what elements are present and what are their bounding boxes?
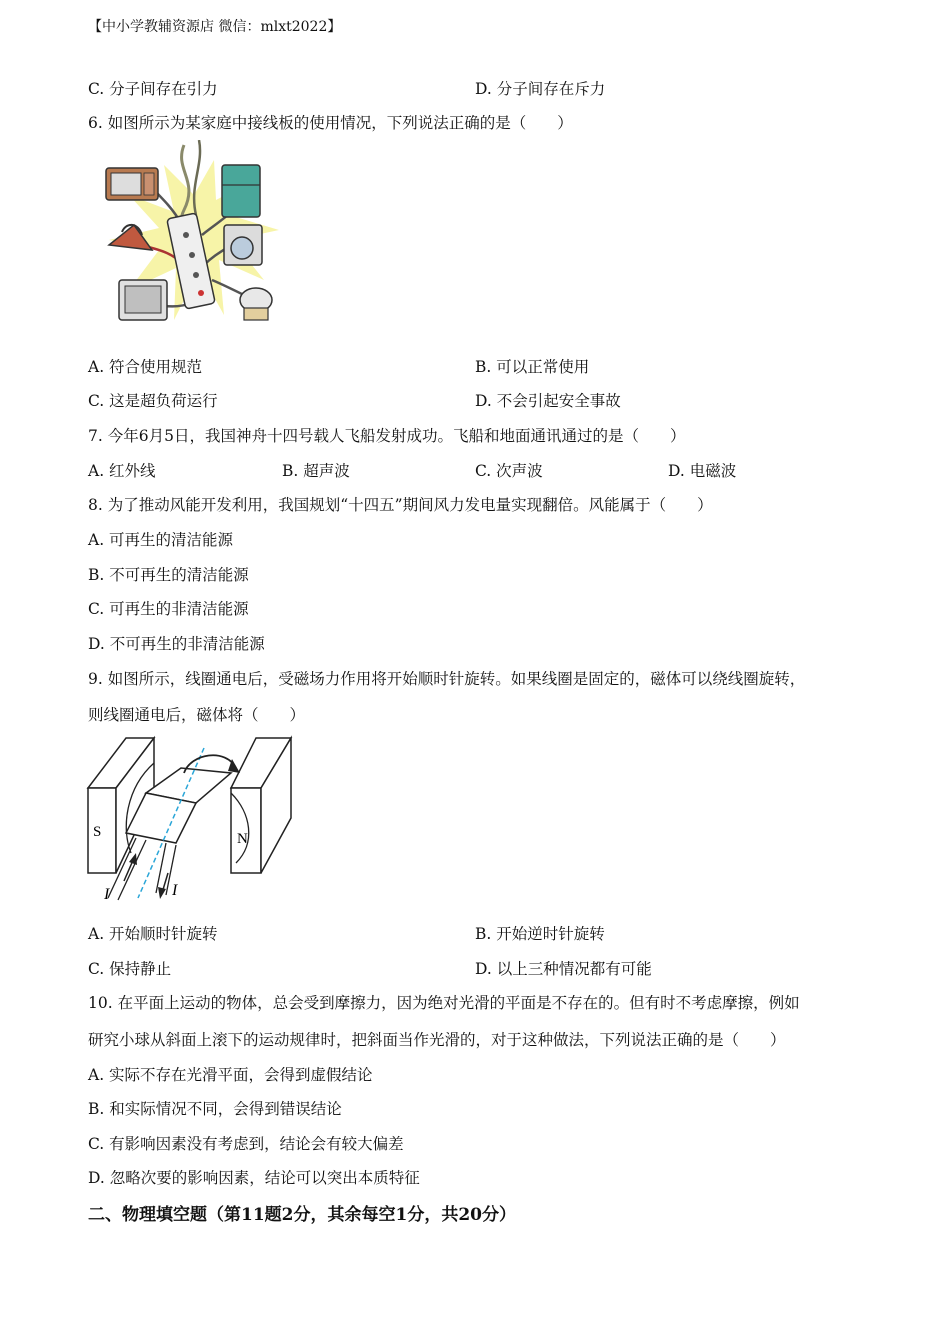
- q7-option-b: B. 超声波: [282, 462, 350, 480]
- q10-option-b: B. 和实际情况不同，会得到错误结论: [88, 1100, 342, 1118]
- q8-option-a: A. 可再生的清洁能源: [88, 531, 234, 549]
- north-pole-label: N: [237, 831, 248, 847]
- q8-option-b: B. 不可再生的清洁能源: [88, 566, 249, 584]
- south-pole-label: S: [93, 824, 102, 840]
- q9-option-d: D. 以上三种情况都有可能: [475, 960, 652, 978]
- current-label-out: I: [172, 882, 178, 899]
- current-label-in: I: [104, 886, 110, 903]
- q9-option-c: C. 保持静止: [88, 960, 172, 978]
- page-header: 【中小学教辅资源店 微信：mlxt2022】: [88, 19, 342, 35]
- q6-option-d: D. 不会引起安全事故: [475, 392, 621, 410]
- q7-option-c: C. 次声波: [475, 462, 543, 480]
- q10-option-d: D. 忽略次要的影响因素，结论可以突出本质特征: [88, 1169, 420, 1187]
- q6-stem: 6. 如图所示为某家庭中接线板的使用情况，下列说法正确的是（ ）: [88, 114, 573, 132]
- q8-option-c: C. 可再生的非清洁能源: [88, 600, 249, 618]
- q10-option-a: A. 实际不存在光滑平面，会得到虚假结论: [88, 1066, 373, 1084]
- q7-stem: 7. 今年6月5日，我国神舟十四号载人飞船发射成功。飞船和地面通讯通过的是（ ）: [88, 427, 686, 445]
- q9-magnet-coil-figure: [86, 733, 296, 908]
- q6-power-strip-figure: [104, 140, 284, 340]
- q10-stem-line1: 10. 在平面上运动的物体，总会受到摩擦力，因为绝对光滑的平面是不存在的。但有时不考虑摩擦，例如: [88, 994, 800, 1012]
- q9-option-a: A. 开始顺时针旋转: [88, 925, 218, 943]
- q7-option-d: D. 电磁波: [668, 462, 737, 480]
- q10-option-c: C. 有影响因素没有考虑到，结论会有较大偏差: [88, 1135, 404, 1153]
- q8-stem: 8. 为了推动风能开发利用，我国规划“十四五”期间风力发电量实现翻倍。风能属于（ ）: [88, 496, 713, 514]
- q9-stem-line2: 则线圈通电后，磁体将（ ）: [88, 706, 306, 724]
- q6-option-b: B. 可以正常使用: [475, 358, 590, 376]
- q5-option-c: C. 分子间存在引力: [88, 80, 218, 98]
- q6-option-c: C. 这是超负荷运行: [88, 392, 218, 410]
- q5-option-d: D. 分子间存在斥力: [475, 80, 606, 98]
- q8-option-d: D. 不可再生的非清洁能源: [88, 635, 265, 653]
- q7-option-a: A. 红外线: [88, 462, 156, 480]
- q9-option-b: B. 开始逆时针旋转: [475, 925, 605, 943]
- section-two-heading: 二、物理填空题（第11题2分，其余每空1分，共20分）: [88, 1205, 516, 1225]
- q10-stem-line2: 研究小球从斜面上滚下的运动规律时，把斜面当作光滑的，对于这种做法，下列说法正确的是（ ）: [88, 1031, 786, 1049]
- q6-option-a: A. 符合使用规范: [88, 358, 203, 376]
- q9-stem-line1: 9. 如图所示，线圈通电后，受磁场力作用将开始顺时针旋转。如果线圈是固定的，磁体可以绕线圈旋转，: [88, 670, 806, 688]
